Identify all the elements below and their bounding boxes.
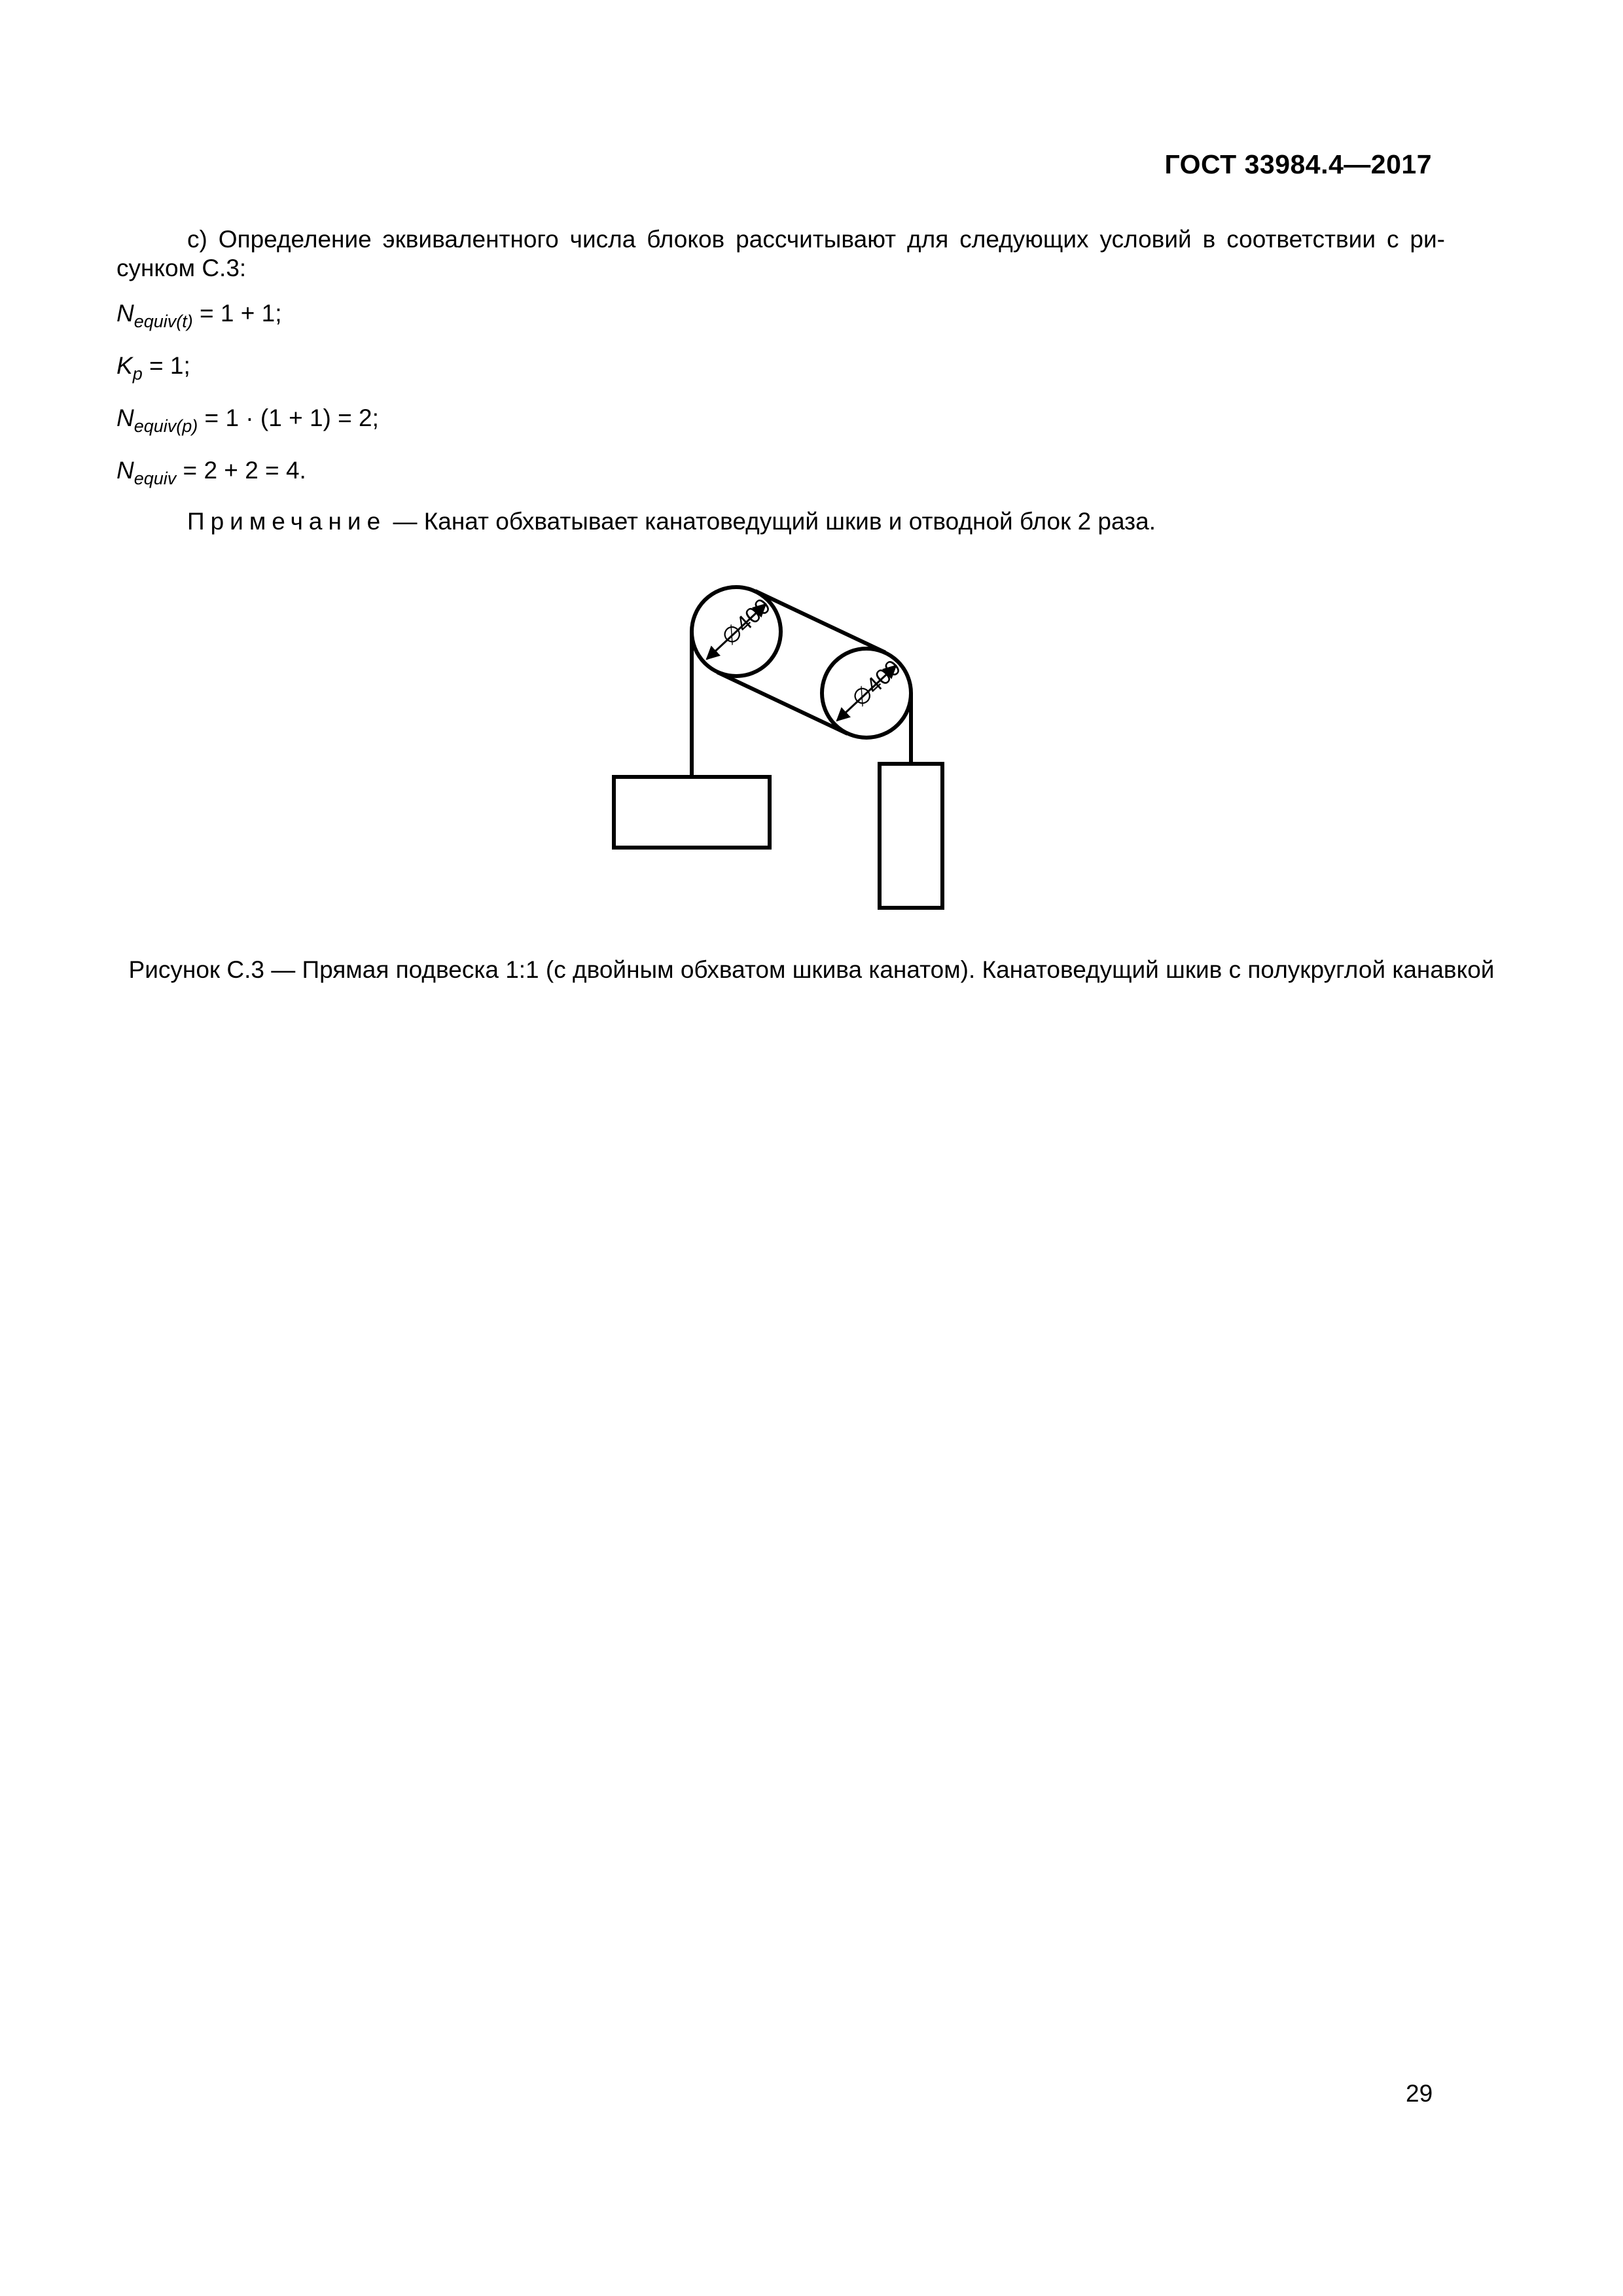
- car-block: [614, 777, 770, 848]
- note-label: Примечание: [187, 508, 387, 535]
- formula-expression: = 1 + 1;: [192, 300, 282, 327]
- counterweight-block: [880, 764, 942, 908]
- rope-segment-upper: [755, 591, 885, 653]
- note-text: — Канат обхватывает канатоведущий шкив и отводной блок 2 раза.: [386, 508, 1156, 535]
- figure-caption: Рисунок С.3 — Прямая подвеска 1:1 (с двойным обхватом шкива канатом). Канатоведущий шкив с полукруглой канавкой: [128, 956, 1495, 983]
- page-number: 29: [1406, 2080, 1433, 2107]
- formula-subscript: equiv(t): [134, 312, 193, 331]
- standard-code: ГОСТ 33984.4—2017: [1164, 149, 1432, 179]
- intro-paragraph: с) Определение эквивалентного числа блоков рассчитывают для следующих условий в соответствии с ри-сунком С.3:: [116, 226, 1445, 281]
- sheave-1-diameter-label: ∅400: [717, 594, 776, 651]
- formula-subscript: equiv(p): [134, 416, 198, 436]
- note: [187, 508, 1156, 535]
- formula-expression: = 2 + 2 = 4.: [176, 457, 306, 484]
- sheave-2-diameter-label: ∅400: [847, 655, 906, 712]
- formula-n-equiv-p: [116, 404, 379, 436]
- formula-subscript: equiv: [134, 469, 177, 488]
- formula-symbol: N: [116, 404, 134, 431]
- formula-symbol: K: [116, 352, 133, 379]
- formula-expression: = 1;: [142, 352, 190, 379]
- formula-expression: = 1 · (1 + 1) = 2;: [198, 404, 379, 431]
- suspension-diagram: [602, 563, 955, 929]
- formula-n-equiv-t: [116, 300, 282, 331]
- formula-symbol: N: [116, 457, 134, 484]
- formula-symbol: N: [116, 300, 134, 327]
- formula-subscript: p: [132, 364, 143, 384]
- rope-segment-lower: [717, 672, 847, 734]
- formula-k-p: [116, 352, 190, 384]
- formula-n-equiv-total: [116, 457, 306, 488]
